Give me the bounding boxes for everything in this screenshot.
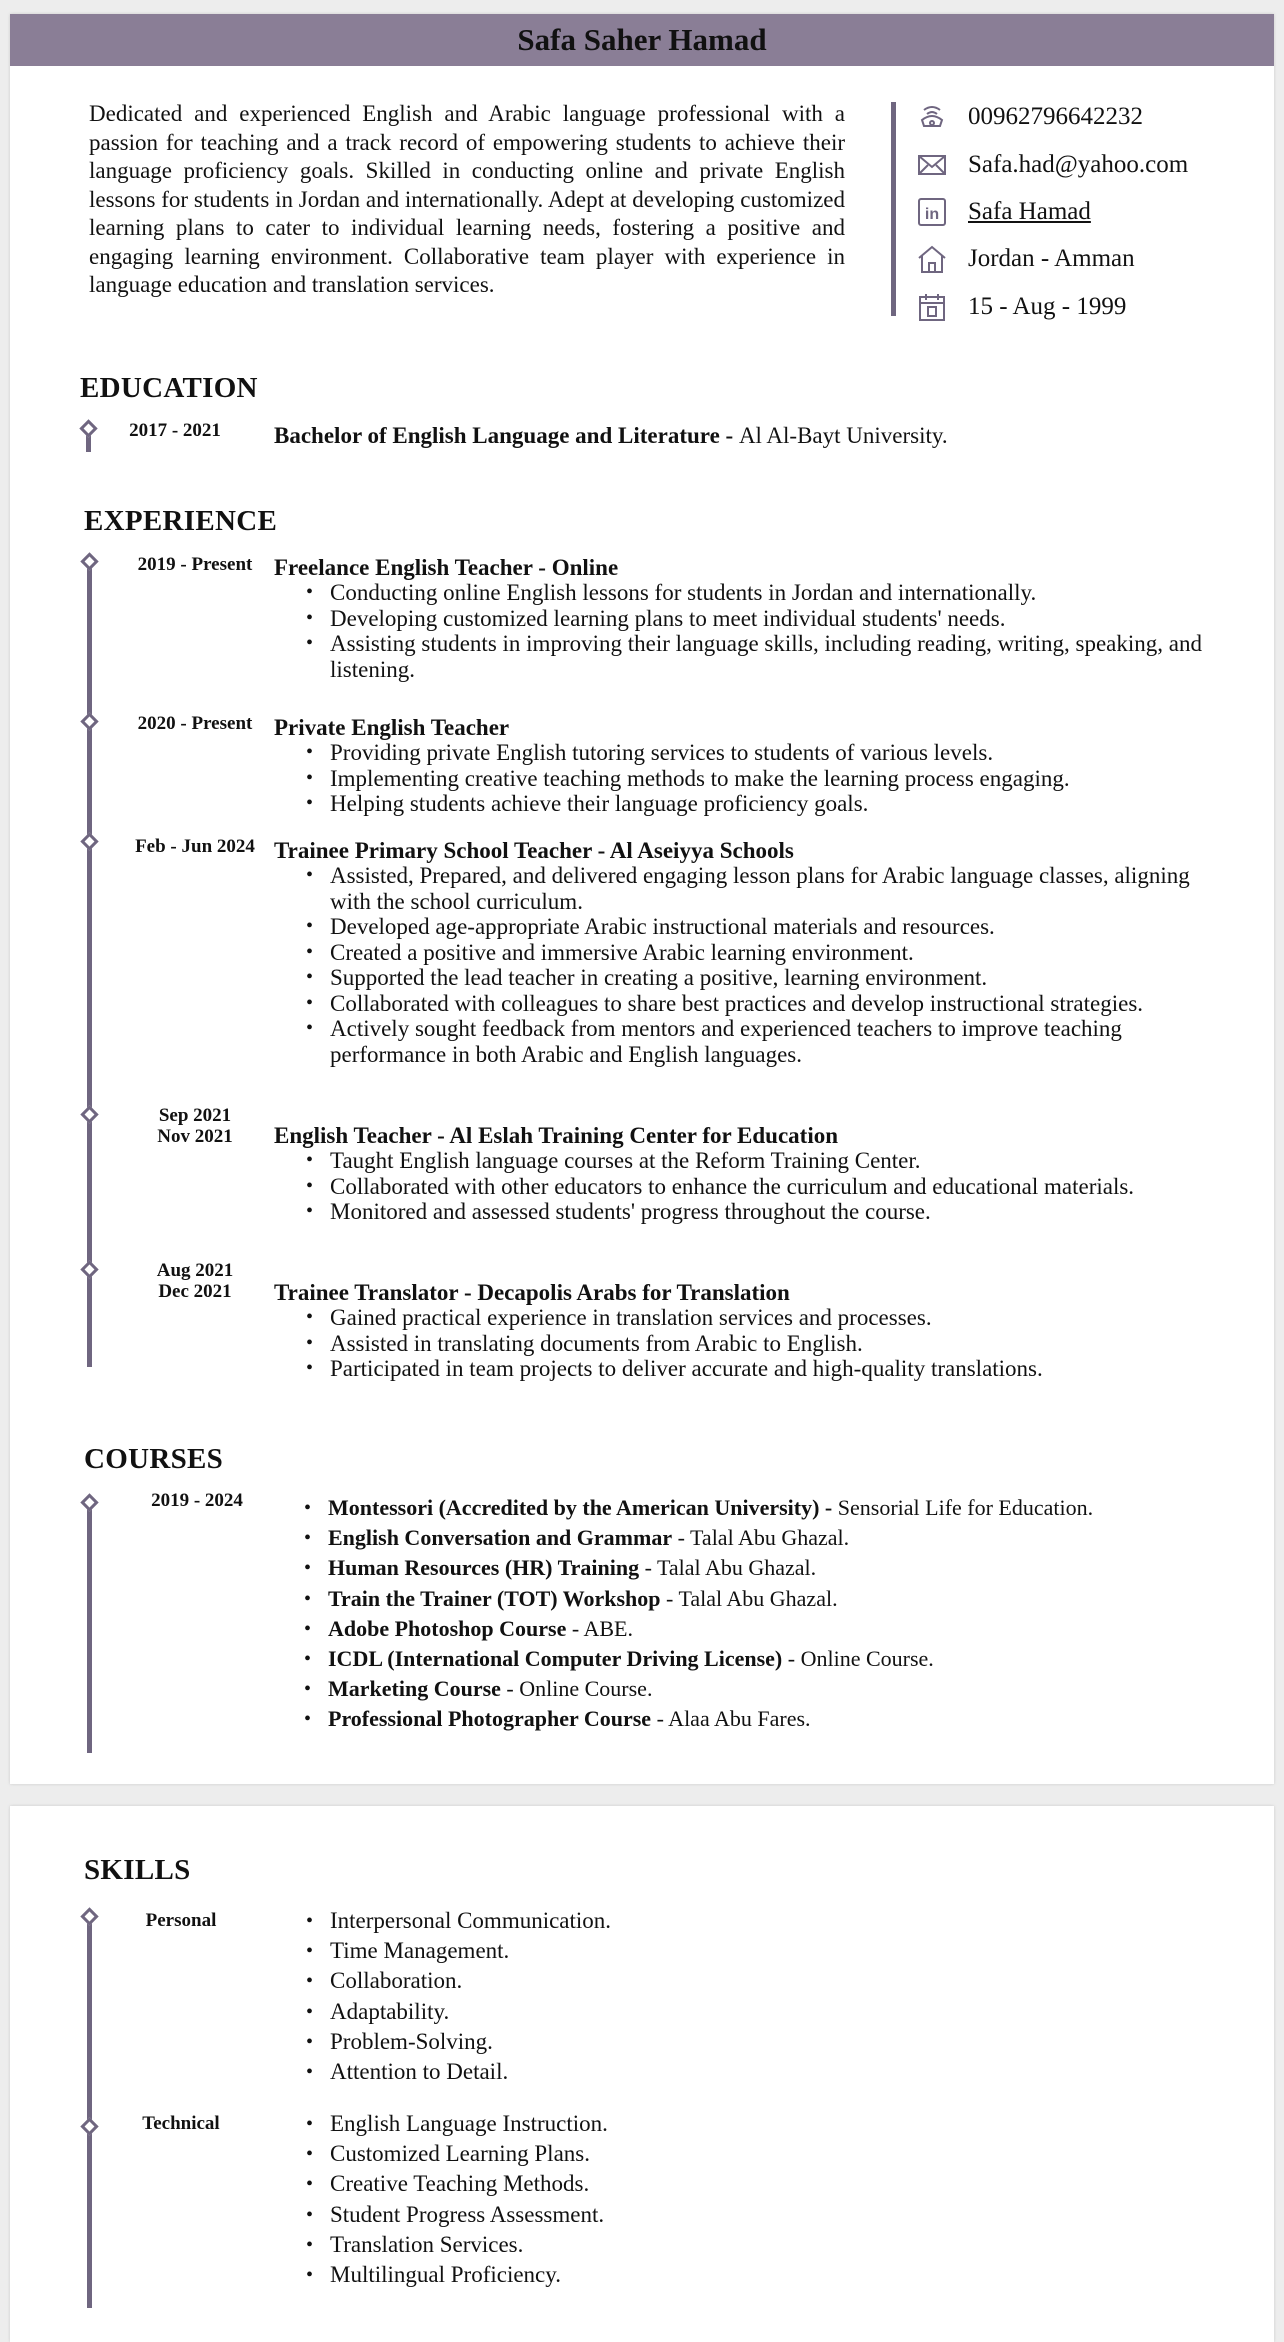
job-bullets [288,1148,1198,1225]
job-bullet: • Assisting students in improving their language skills, including reading, writing, speaking, and listening. [288,631,1228,682]
job-bullet: • Taught English language courses at the Reform Training Center. [288,1148,1198,1174]
skill-item: • Problem-Solving. [288,2027,888,2057]
job-title: Trainee Translator - Decapolis Arabs for Translation [274,1280,790,1305]
course-item: • Montessori (Accredited by the American University) - Sensorial Life for Education. [286,1493,1246,1523]
course-item: • Marketing Course - Online Course. [286,1674,1246,1704]
job-bullet: • Supported the lead teacher in creating a positive, learning environment. [288,965,1198,991]
linkedin-link[interactable]: Safa Hamad [968,198,1091,225]
job-date-end: Nov 2021 [157,1126,233,1147]
education-entry [274,423,948,449]
job-bullet: • Collaborated with other educators to enhance the curriculum and educational materials. [288,1174,1198,1200]
calendar-icon [916,292,950,322]
courses-date: 2019 - 2024 [151,1490,243,1511]
contact-phone-text: 00962796642232 [968,103,1143,130]
job-bullet: • Providing private English tutoring services to students of various levels. [288,740,1228,766]
job-bullet: • Assisted in translating documents from Arabic to English. [288,1331,1228,1357]
experience-timeline-line [87,559,92,1367]
job-bullets [288,863,1198,1067]
job-date [120,1105,270,1147]
job-date-end: Dec 2021 [158,1281,232,1302]
contact-location [916,244,1135,274]
education-heading: EDUCATION [80,372,258,404]
skills-personal-label: Personal [145,1910,217,1931]
contact-email-text[interactable]: Safa.had@yahoo.com [968,151,1189,178]
job-bullet: • Gained practical experience in translation services and processes. [288,1305,1228,1331]
job-bullet: • Conducting online English lessons for students in Jordan and internationally. [288,580,1228,606]
job-date-start: Sep 2021 [158,1105,232,1126]
contact-phone [916,102,1143,132]
skill-item: • Translation Services. [288,2230,888,2260]
course-item: • Professional Photographer Course - Alaa Abu Fares. [286,1704,1246,1734]
skills-personal-marker [80,1907,98,1925]
job-date: 2019 - Present [137,554,253,575]
skill-item: • Attention to Detail. [288,2057,888,2087]
job-bullet: • Collaborated with colleagues to share best practices and develop instructional strategies. [288,991,1198,1017]
job-title: English Teacher - Al Eslah Training Center for Education [274,1123,839,1148]
contact-birthdate-text: 15 - Aug - 1999 [968,293,1127,320]
experience-marker [80,712,98,730]
course-item: • Adobe Photoshop Course - ABE. [286,1614,1246,1644]
profile-summary: Dedicated and experienced English and Arabic language professional with a passion for teaching and a track record of empowering students to achieve their language proficiency goals. Skilled in conducting online and private English lessons for students in Jordan and internationally. Adept at developing customized learning plans to cater to individual learning needs, fostering a positive and engaging learning environment. Collaborative team player with experience in language education and translation services. [89,101,845,297]
contact-divider [891,102,896,316]
contact-birthdate [916,292,1126,322]
skill-item: • Interpersonal Communication. [288,1906,888,1936]
job-bullet: • Developing customized learning plans to meet individual students' needs. [288,606,1228,632]
job-bullet: • Implementing creative teaching methods to make the learning process engaging. [288,766,1228,792]
skills-technical-label: Technical [142,2113,220,2134]
education-school: Al Al-Bayt University. [738,423,948,448]
home-icon [916,244,950,274]
skill-item: • Student Progress Assessment. [288,2200,888,2230]
phone-icon [916,102,950,132]
skill-item: • Customized Learning Plans. [288,2139,888,2169]
resume-page-2 [10,1806,1274,2342]
contact-email[interactable] [916,150,1188,180]
skills-timeline-line [87,1914,92,2308]
job-date [120,1260,270,1302]
experience-marker [80,552,98,570]
skill-item: • Multilingual Proficiency. [288,2260,888,2290]
job-date: Feb - Jun 2024 [135,836,255,857]
courses-heading: COURSES [84,1443,224,1475]
skill-item: • Adaptability. [288,1997,888,2027]
technical-skills-list [288,2109,888,2290]
resume-page-1 [10,14,1274,1784]
courses-list [286,1493,1246,1735]
skills-technical-marker [80,2117,98,2135]
skill-item: • Time Management. [288,1936,888,1966]
linkedin-icon [916,197,950,227]
education-timeline-marker [79,419,97,437]
svg-text:in: in [924,206,940,223]
skills-heading: SKILLS [84,1854,191,1886]
experience-marker [80,1105,98,1123]
job-title: Trainee Primary School Teacher - Al Aseiyya Schools [274,838,794,863]
job-bullet: • Assisted, Prepared, and delivered engaging lesson plans for Arabic language classes, aligning with the school curriculum. [288,863,1198,914]
courses-timeline-marker [80,1493,98,1511]
contact-linkedin[interactable] [916,197,1091,227]
mail-icon [916,150,950,180]
job-bullet: • Developed age-appropriate Arabic instructional materials and resources. [288,914,1198,940]
education-date: 2017 - 2021 [129,420,221,441]
name-header-bar [10,14,1274,66]
skill-item: • Collaboration. [288,1966,888,1996]
skill-item: • Creative Teaching Methods. [288,2169,888,2199]
experience-marker [80,1260,98,1278]
job-date-start: Aug 2021 [156,1260,234,1281]
job-bullets [288,740,1228,817]
course-item: • English Conversation and Grammar - Talal Abu Ghazal. [286,1523,1246,1553]
course-item: • ICDL (International Computer Driving License) - Online Course. [286,1644,1246,1674]
candidate-name: Safa Saher Hamad [517,22,767,57]
job-date: 2020 - Present [137,713,253,734]
job-title: Freelance English Teacher - Online [274,555,619,580]
job-bullet: • Helping students achieve their language proficiency goals. [288,791,1228,817]
personal-skills-list [288,1906,888,2087]
job-bullets [288,1305,1228,1382]
job-bullets [288,580,1228,682]
courses-timeline-line [87,1501,92,1753]
contact-location-text: Jordan - Amman [968,245,1135,272]
job-bullet: • Participated in team projects to deliver accurate and high-quality translations. [288,1356,1228,1382]
course-item: • Train the Trainer (TOT) Workshop - Talal Abu Ghazal. [286,1584,1246,1614]
experience-heading: EXPERIENCE [84,505,278,537]
job-bullet: • Actively sought feedback from mentors and experienced teachers to improve teaching performance in both Arabic and English languages. [288,1016,1198,1067]
course-item: • Human Resources (HR) Training - Talal Abu Ghazal. [286,1553,1246,1583]
education-degree: Bachelor of English Language and Literature - [274,423,739,448]
job-bullet: • Monitored and assessed students' progress throughout the course. [288,1199,1198,1225]
job-title: Private English Teacher [274,715,510,740]
skill-item: • English Language Instruction. [288,2109,888,2139]
experience-marker [80,832,98,850]
job-bullet: • Created a positive and immersive Arabic learning environment. [288,940,1198,966]
